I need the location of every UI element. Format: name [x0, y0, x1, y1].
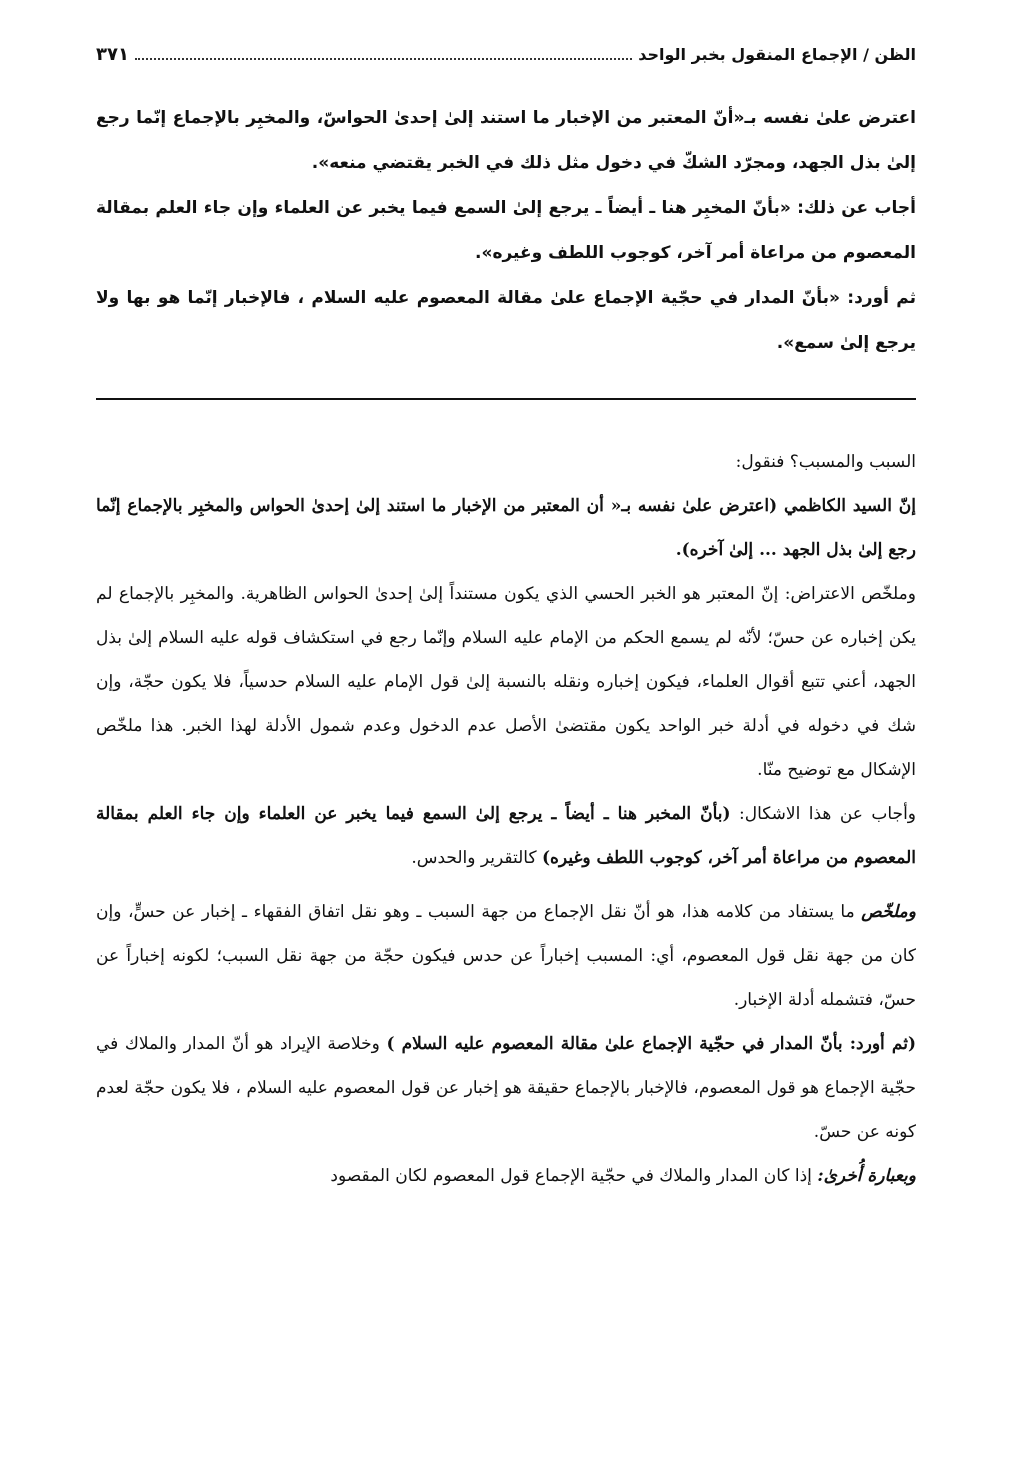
main-paragraph [96, 1022, 916, 1154]
quoted-footnote-block [96, 96, 916, 366]
paragraph-lead: وبعبارة أُخرىٰ: [817, 1166, 916, 1186]
paragraph-lead: وملخّص [861, 902, 916, 922]
main-paragraph [96, 1154, 916, 1198]
footnote-paragraph: ثم أورد: «بأنّ المدار في حجّية الإجماع علىٰ مقالة المعصوم عليه السلام ، فالإخبار إنّما هو بها ولا يرجع إلىٰ سمع». [96, 288, 916, 353]
paragraph-text: إذا كان المدار والملاك في حجّية الإجماع قول المعصوم لكان المقصود [330, 1166, 818, 1186]
quoted-objection: (ثم أورد: بأنّ المدار في حجّية الإجماع علىٰ مقالة المعصوم عليه السلام ) [386, 1034, 916, 1054]
quoted-answer: (بأنّ المخبر هنا ـ أيضاً ـ يرجع إلىٰ السمع فيما يخبر عن العلماء وإن جاء العلم بمقالة المعصوم من مراعاة أمر آخر، كوجوب اللطف وغيره) [96, 804, 916, 868]
paragraph-lead: وأجاب عن هذا الاشكال: [730, 804, 916, 824]
running-title: الظن / الإجماع المنقول بخبر الواحد [638, 44, 916, 64]
main-paragraph [96, 792, 916, 880]
main-text-block [96, 440, 916, 1198]
paragraph-text: ما يستفاد من كلامه هذا، هو أنّ نقل الإجماع من جهة السبب ـ وهو نقل اتفاق الفقهاء ـ إخبار عن حسٍّ، وإن كان من جهة نقل قول المعصوم، أي: المسبب إخباراً عن حدس فيكون حجّة من جهة نقل السبب؛ لكونه إخباراً عن حسّ، فتشمله أدلة الإخبار. [96, 902, 916, 1010]
page-number: ٣٧١ [96, 43, 129, 65]
header-leader-dots [135, 48, 632, 60]
main-paragraph [96, 890, 916, 1022]
paragraph-text: وخلاصة الإيراد هو أنّ المدار والملاك في حجّية الإجماع هو قول المعصوم، فالإخبار بالإجماع حقيقة هو إخبار عن قول المعصوم عليه السلام ، فلا يكون حجّة لعدم كونه عن حسّ. [96, 1034, 916, 1142]
main-paragraph-bold: إنّ السيد الكاظمي (اعترض علىٰ نفسه بـ« أن المعتبر من الإخبار ما استند إلىٰ إحدىٰ الحواس والمخبِر بالإجماع إنّما رجع إلىٰ بذل الجهد ... إلىٰ آخره). [96, 496, 916, 560]
paragraph-tail: كالتقرير والحدس. [411, 848, 542, 868]
footnote-paragraph: أجاب عن ذلك: «بأنّ المخبِر هنا ـ أيضاً ـ يرجع إلىٰ السمع فيما يخبر عن العلماء وإن جاء العلم بمقالة المعصوم من مراعاة أمر آخر، كوجوب اللطف وغيره». [96, 198, 916, 263]
page-header [96, 38, 916, 70]
footnote-paragraph: اعترض علىٰ نفسه بـ«أنّ المعتبر من الإخبار ما استند إلىٰ إحدىٰ الحواسّ، والمخبِر بالإجماع إنّما رجع إلىٰ بذل الجهد، ومجرّد الشكّ في دخول مثل ذلك في الخبر يقتضي منعه». [96, 108, 916, 173]
main-paragraph: وملخّص الاعتراض: إنّ المعتبر هو الخبر الحسي الذي يكون مستنداً إلىٰ إحدىٰ الحواس الظاهرية. والمخبِر بالإجماع لم يكن إخباره عن حسّ؛ لأنّه لم يسمع الحكم من الإمام عليه السلام وإنّما رجع في استكشاف قوله عليه السلام إلىٰ بذل الجهد، أعني تتبع أقوال العلماء، فيكون إخباره ونقله بالنسبة إلىٰ قول الإمام عليه السلام حدسياً، فلا يكون حجّة، وإن شك في دخوله في أدلة خبر الواحد يكون مقتضىٰ الأصل عدم الدخول وعدم شمول الأدلة لهذا الخبر. هذا ملخّص الإشكال مع توضيح منّا. [96, 584, 916, 780]
main-paragraph: السبب والمسبب؟ فنقول: [735, 452, 916, 472]
footnote-separator-line [96, 398, 916, 400]
